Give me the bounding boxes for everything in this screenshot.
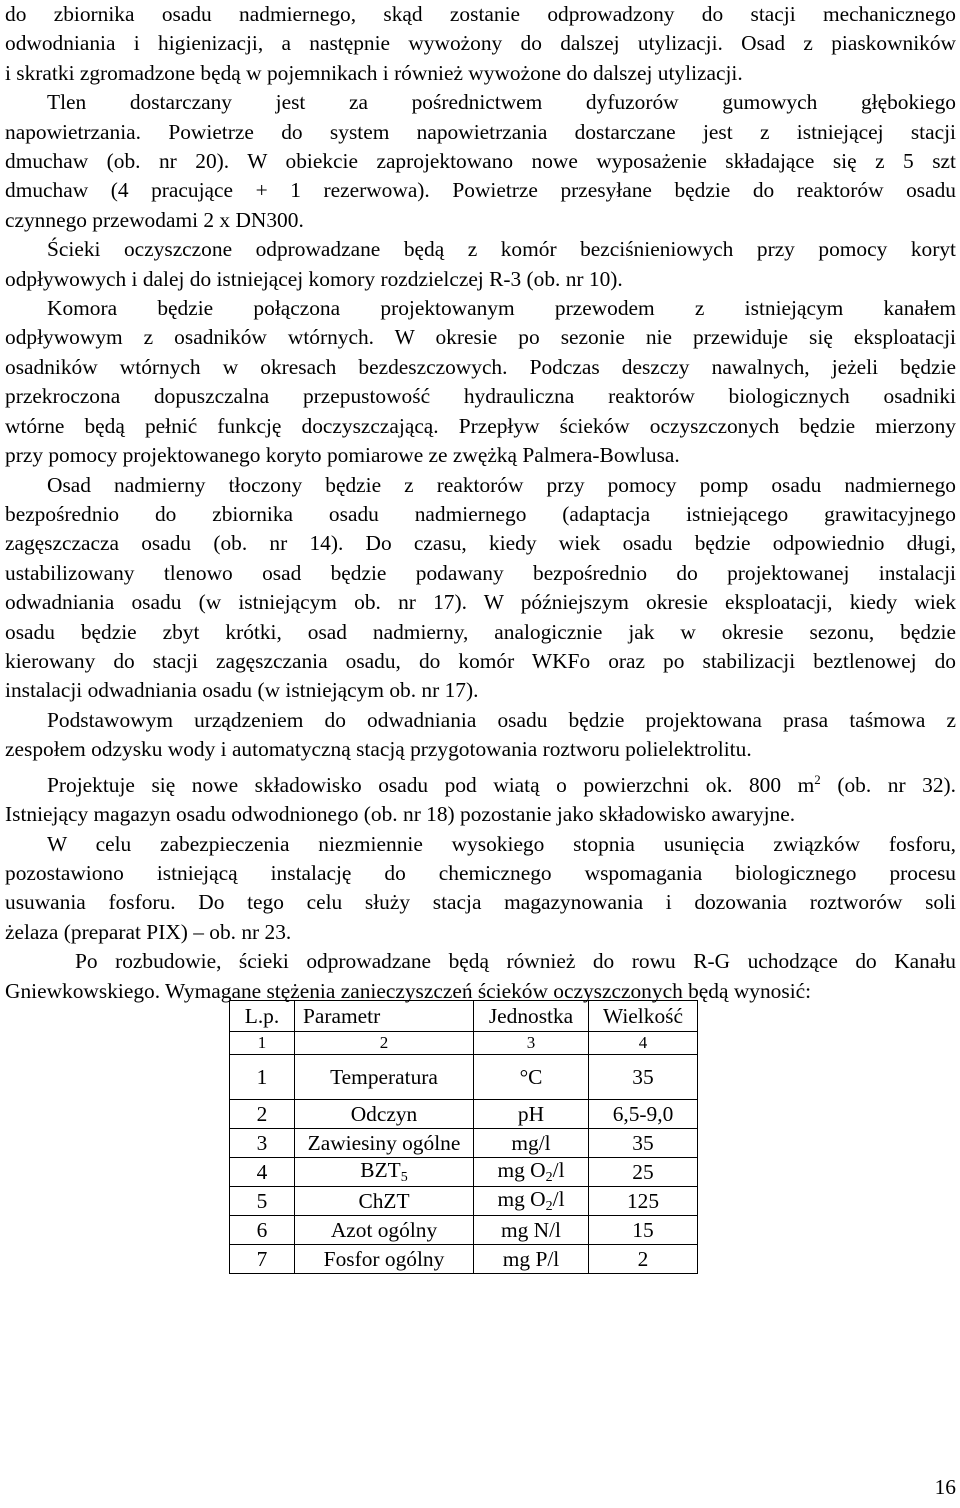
paragraph-treated-wastewater bbox=[5, 235, 956, 294]
paragraph-belt-press bbox=[5, 706, 956, 765]
header-lp: L.p. bbox=[230, 1001, 295, 1032]
parameters-table-wrapper bbox=[229, 1000, 698, 1274]
paragraph-sludge-intro bbox=[5, 0, 956, 88]
text-line: Osad nadmierny tłoczony będzie z reaktorów przy pomocy pomp osadu nadmiernego bbox=[47, 472, 956, 497]
text-line: usuwania fosforu. Do tego celu służy stacja magazynowania i dozowania roztworów soli bbox=[5, 890, 956, 915]
cell-jednostka: mg P/l bbox=[474, 1245, 589, 1274]
cell-wielkosc: 2 bbox=[589, 1245, 698, 1274]
table-header-row bbox=[230, 1001, 698, 1032]
text-line: wtórne będą pełnić funkcję doczyszczającą. Przepływ ścieków oczyszczonych będzie mierzony bbox=[5, 413, 956, 438]
table-row bbox=[230, 1055, 698, 1100]
column-number: 4 bbox=[589, 1032, 698, 1055]
text-line: odwadniania osadu (w istniejącym ob. nr 17). W późniejszym okresie eksploatacji, kiedy wiek bbox=[5, 590, 956, 615]
text-line: osadu będzie zbyt krótki, osad nadmierny, analogicznie jak w okresie sezonu, będzie bbox=[5, 619, 956, 644]
cell-lp: 6 bbox=[230, 1216, 295, 1245]
table-column-numbers-row bbox=[230, 1032, 698, 1055]
table-row bbox=[230, 1158, 698, 1187]
subscript: 2 bbox=[545, 1170, 553, 1185]
table-row bbox=[230, 1129, 698, 1158]
header-jednostka: Jednostka bbox=[474, 1001, 589, 1032]
text-line: ustabilizowany tlenowo osad będzie podawany bezpośrednio do projektowanej instalacji bbox=[5, 560, 956, 585]
page-number: 16 bbox=[934, 1475, 956, 1499]
text-line: dmuchaw (ob. nr 20). W obiekcie zaprojektowano nowe wyposażenie składające się z 5 szt bbox=[5, 149, 956, 174]
cell-jednostka: mg/l bbox=[474, 1129, 589, 1158]
cell-lp: 5 bbox=[230, 1187, 295, 1216]
text-line: i skratki zgromadzone będą w pojemnikach i również wywożone do dalszej utylizacji. bbox=[5, 60, 743, 85]
table-row bbox=[230, 1100, 698, 1129]
text-line: Istniejący magazyn osadu odwodnionego (ob. nr 18) pozostanie jako składowisko awaryjne. bbox=[5, 802, 796, 827]
cell-lp: 3 bbox=[230, 1129, 295, 1158]
paragraph-oxygen-supply bbox=[5, 88, 956, 235]
cell-jednostka: pH bbox=[474, 1100, 589, 1129]
cell-jednostka: mg N/l bbox=[474, 1216, 589, 1245]
cell-wielkosc: 35 bbox=[589, 1129, 698, 1158]
cell-parametr: Temperatura bbox=[295, 1055, 474, 1100]
paragraph-chamber-connection bbox=[5, 294, 956, 470]
document-page bbox=[5, 0, 956, 1006]
text-line: Ścieki oczyszczone odprowadzane będą z komór bezciśnieniowych przy pomocy koryt bbox=[47, 237, 956, 262]
cell-parametr: Odczyn bbox=[295, 1100, 474, 1129]
cell-parametr: $BZT_5$ bbox=[295, 1158, 474, 1187]
cell-parametr: Zawiesiny ogólne bbox=[295, 1129, 474, 1158]
cell-lp: 1 bbox=[230, 1055, 295, 1100]
text-line: Tlen dostarczany jest za pośrednictwem dyfuzorów gumowych głębokiego bbox=[47, 90, 956, 115]
text-line: odpływowych i dalej do istniejącej komory rozdzielczej R-3 (ob. nr 10). bbox=[5, 266, 623, 291]
cell-lp: 2 bbox=[230, 1100, 295, 1129]
text-line: Gniewkowskiego. Wymagane stężenia zanieczyszczeń ścieków oczyszczonych będą wynosić: bbox=[5, 978, 812, 1003]
text-line: Komora będzie połączona projektowanym przewodem z istniejącym kanałem bbox=[47, 296, 956, 321]
table-row bbox=[230, 1216, 698, 1245]
text-line: W celu zabezpieczenia niezmiennie wysokiego stopnia usunięcia związków fosforu, bbox=[47, 831, 956, 856]
text-line: czynnego przewodami 2 x DN300. bbox=[5, 207, 304, 232]
cell-parametr: ChZT bbox=[295, 1187, 474, 1216]
cell-wielkosc: 15 bbox=[589, 1216, 698, 1245]
text-line: zagęszczacza osadu (ob. nr 14). Do czasu, kiedy wiek osadu będzie odpowiednio długi, bbox=[5, 531, 956, 556]
text-line: kierowany do stacji zagęszczania osadu, do komór WKFo oraz po stabilizacji beztlenowej do bbox=[5, 648, 956, 673]
paragraph-discharge-requirements bbox=[5, 947, 956, 1006]
column-number: 3 bbox=[474, 1032, 589, 1055]
text-line: przekroczona dopuszczalna przepustowość hydrauliczna reaktorów biologicznych osadniki bbox=[5, 384, 956, 409]
text-line: do zbiornika osadu nadmiernego, skąd zostanie odprowadzony do stacji mechanicznego bbox=[5, 2, 956, 26]
parameters-table bbox=[229, 1000, 698, 1274]
cell-jednostka: °C bbox=[474, 1055, 589, 1100]
text-line: odpływowym z osadników wtórnych. W okresie po sezonie nie przewiduje się eksploatacji bbox=[5, 325, 956, 350]
text-line: odwodniania i higienizacji, a następnie wywożony do dalszej utylizacji. Osad z piaskowników bbox=[5, 31, 956, 56]
subscript: 2 bbox=[545, 1199, 553, 1214]
cell-parametr: Fosfor ogólny bbox=[295, 1245, 474, 1274]
cell-wielkosc: 25 bbox=[589, 1158, 698, 1187]
column-number: 2 bbox=[295, 1032, 474, 1055]
cell-lp: 7 bbox=[230, 1245, 295, 1274]
text-line: przy pomocy projektowanego koryto pomiarowe ze zwężką Palmera-Bowlusa. bbox=[5, 443, 680, 468]
text-line: napowietrzania. Powietrze do system napowietrzania dostarczane jest z istniejącej stacji bbox=[5, 119, 956, 144]
text-line: zespołem odzysku wody i automatyczną stacją przygotowania roztworu polielektrolitu. bbox=[5, 737, 752, 762]
paragraph-phosphorus-removal bbox=[5, 830, 956, 948]
cell-parametr: Azot ogólny bbox=[295, 1216, 474, 1245]
text-line: Po rozbudowie, ścieki odprowadzane będą również do rowu R-G uchodzące do Kanału bbox=[75, 949, 956, 974]
header-parametr: Parametr bbox=[295, 1001, 474, 1032]
text-line: pozostawiono istniejącą instalację do chemicznego wspomagania biologicznego procesu bbox=[5, 860, 956, 885]
header-wielkosc: Wielkość bbox=[589, 1001, 698, 1032]
paragraph-sludge-storage bbox=[5, 765, 956, 830]
table-row bbox=[230, 1245, 698, 1274]
superscript: 2 bbox=[814, 771, 821, 787]
cell-jednostka: mg $O_2/l$ bbox=[474, 1158, 589, 1187]
cell-wielkosc: 125 bbox=[589, 1187, 698, 1216]
text-line: osadników wtórnych w okresach bezdeszczowych. Podczas deszczy nawalnych, jeżeli będzie bbox=[5, 354, 956, 379]
column-number: 1 bbox=[230, 1032, 295, 1055]
text-line: instalacji odwadniania osadu (w istniejącym ob. nr 17). bbox=[5, 678, 479, 703]
cell-wielkosc: 35 bbox=[589, 1055, 698, 1100]
text-line: żelaza (preparat PIX) – ob. nr 23. bbox=[5, 919, 292, 944]
text-line: Podstawowym urządzeniem do odwadniania osadu będzie projektowana prasa taśmowa z bbox=[47, 707, 956, 732]
text-line: dmuchaw (4 pracujące + 1 rezerwowa). Powietrze przesyłane będzie do reaktorów osadu bbox=[5, 178, 956, 203]
text-line: Projektuje się nowe składowisko osadu pod wiatą o powierzchni ok. 800 $m^2$ (ob. nr 32). bbox=[47, 771, 956, 797]
text-line: bezpośrednio do zbiornika osadu nadmiernego (adaptacja istniejącego grawitacyjnego bbox=[5, 501, 956, 526]
cell-wielkosc: 6,5-9,0 bbox=[589, 1100, 698, 1129]
cell-lp: 4 bbox=[230, 1158, 295, 1187]
cell-jednostka: mg $O_2/l$ bbox=[474, 1187, 589, 1216]
table-row bbox=[230, 1187, 698, 1216]
paragraph-excess-sludge bbox=[5, 471, 956, 706]
subscript: 5 bbox=[400, 1170, 408, 1185]
